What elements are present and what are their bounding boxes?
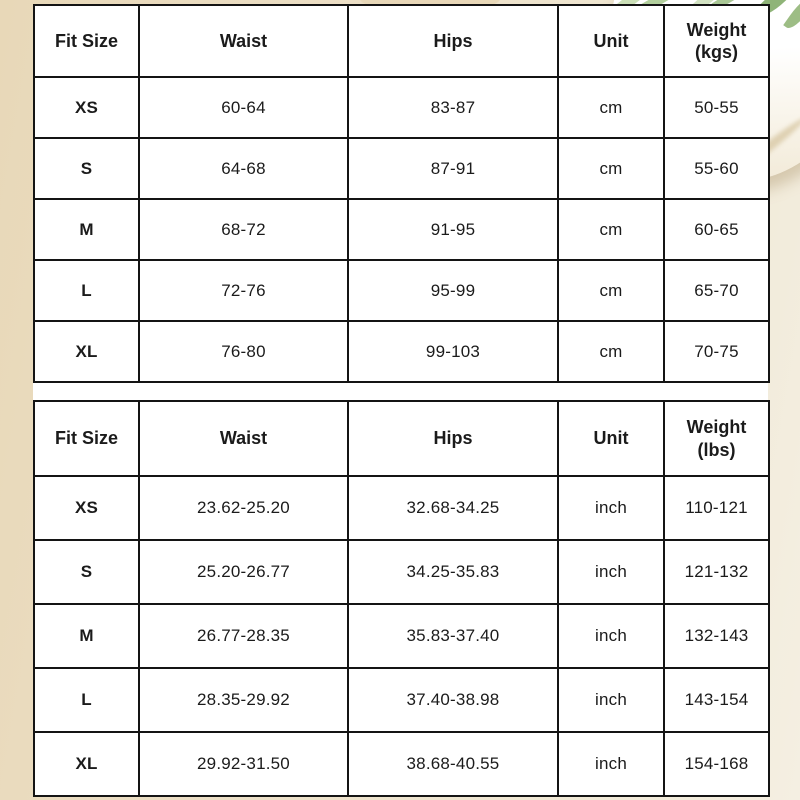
table-header-row <box>34 5 769 77</box>
waist-cell: 25.20-26.77 <box>139 540 348 604</box>
table-row <box>34 668 769 732</box>
weight-cell: 143-154 <box>664 668 769 732</box>
unit-cell: inch <box>558 604 664 668</box>
unit-cell: cm <box>558 138 664 199</box>
waist-cell: 23.62-25.20 <box>139 476 348 540</box>
waist-cell: 29.92-31.50 <box>139 732 348 796</box>
table-row <box>34 540 769 604</box>
weight-cell: 65-70 <box>664 260 769 321</box>
waist-cell: 68-72 <box>139 199 348 260</box>
unit-cell: inch <box>558 732 664 796</box>
size-table-metric <box>33 4 770 383</box>
size-cell: L <box>34 668 139 732</box>
header-unit: Unit <box>558 401 664 476</box>
header-waist: Waist <box>139 5 348 77</box>
size-cell: L <box>34 260 139 321</box>
weight-cell: 50-55 <box>664 77 769 138</box>
table-row <box>34 138 769 199</box>
table-row <box>34 604 769 668</box>
unit-cell: cm <box>558 260 664 321</box>
waist-cell: 76-80 <box>139 321 348 382</box>
header-hips: Hips <box>348 5 558 77</box>
table-row <box>34 260 769 321</box>
table-header-row <box>34 401 769 476</box>
size-cell: M <box>34 604 139 668</box>
hips-cell: 99-103 <box>348 321 558 382</box>
unit-cell: inch <box>558 476 664 540</box>
size-cell: XL <box>34 732 139 796</box>
header-weight-kgs: Weight (kgs) <box>664 5 769 77</box>
header-waist: Waist <box>139 401 348 476</box>
weight-cell: 70-75 <box>664 321 769 382</box>
hips-cell: 37.40-38.98 <box>348 668 558 732</box>
unit-cell: cm <box>558 199 664 260</box>
size-chart <box>33 4 768 797</box>
header-weight-lbs: Weight (lbs) <box>664 401 769 476</box>
unit-cell: cm <box>558 77 664 138</box>
unit-cell: cm <box>558 321 664 382</box>
size-cell: XS <box>34 476 139 540</box>
waist-cell: 26.77-28.35 <box>139 604 348 668</box>
table-row <box>34 732 769 796</box>
weight-cell: 110-121 <box>664 476 769 540</box>
size-cell: S <box>34 540 139 604</box>
header-fit-size: Fit Size <box>34 401 139 476</box>
weight-cell: 121-132 <box>664 540 769 604</box>
hips-cell: 95-99 <box>348 260 558 321</box>
weight-cell: 154-168 <box>664 732 769 796</box>
size-table-imperial <box>33 400 770 797</box>
waist-cell: 28.35-29.92 <box>139 668 348 732</box>
size-cell: XS <box>34 77 139 138</box>
table-row <box>34 321 769 382</box>
hips-cell: 32.68-34.25 <box>348 476 558 540</box>
hips-cell: 87-91 <box>348 138 558 199</box>
table-row <box>34 476 769 540</box>
size-cell: S <box>34 138 139 199</box>
waist-cell: 60-64 <box>139 77 348 138</box>
unit-cell: inch <box>558 540 664 604</box>
size-cell: M <box>34 199 139 260</box>
header-unit: Unit <box>558 5 664 77</box>
table-row <box>34 77 769 138</box>
header-fit-size: Fit Size <box>34 5 139 77</box>
hips-cell: 34.25-35.83 <box>348 540 558 604</box>
hips-cell: 35.83-37.40 <box>348 604 558 668</box>
hips-cell: 38.68-40.55 <box>348 732 558 796</box>
waist-cell: 64-68 <box>139 138 348 199</box>
table-row <box>34 199 769 260</box>
table-separator <box>33 383 768 400</box>
hips-cell: 91-95 <box>348 199 558 260</box>
weight-cell: 60-65 <box>664 199 769 260</box>
header-hips: Hips <box>348 401 558 476</box>
weight-cell: 55-60 <box>664 138 769 199</box>
waist-cell: 72-76 <box>139 260 348 321</box>
hips-cell: 83-87 <box>348 77 558 138</box>
weight-cell: 132-143 <box>664 604 769 668</box>
unit-cell: inch <box>558 668 664 732</box>
size-cell: XL <box>34 321 139 382</box>
